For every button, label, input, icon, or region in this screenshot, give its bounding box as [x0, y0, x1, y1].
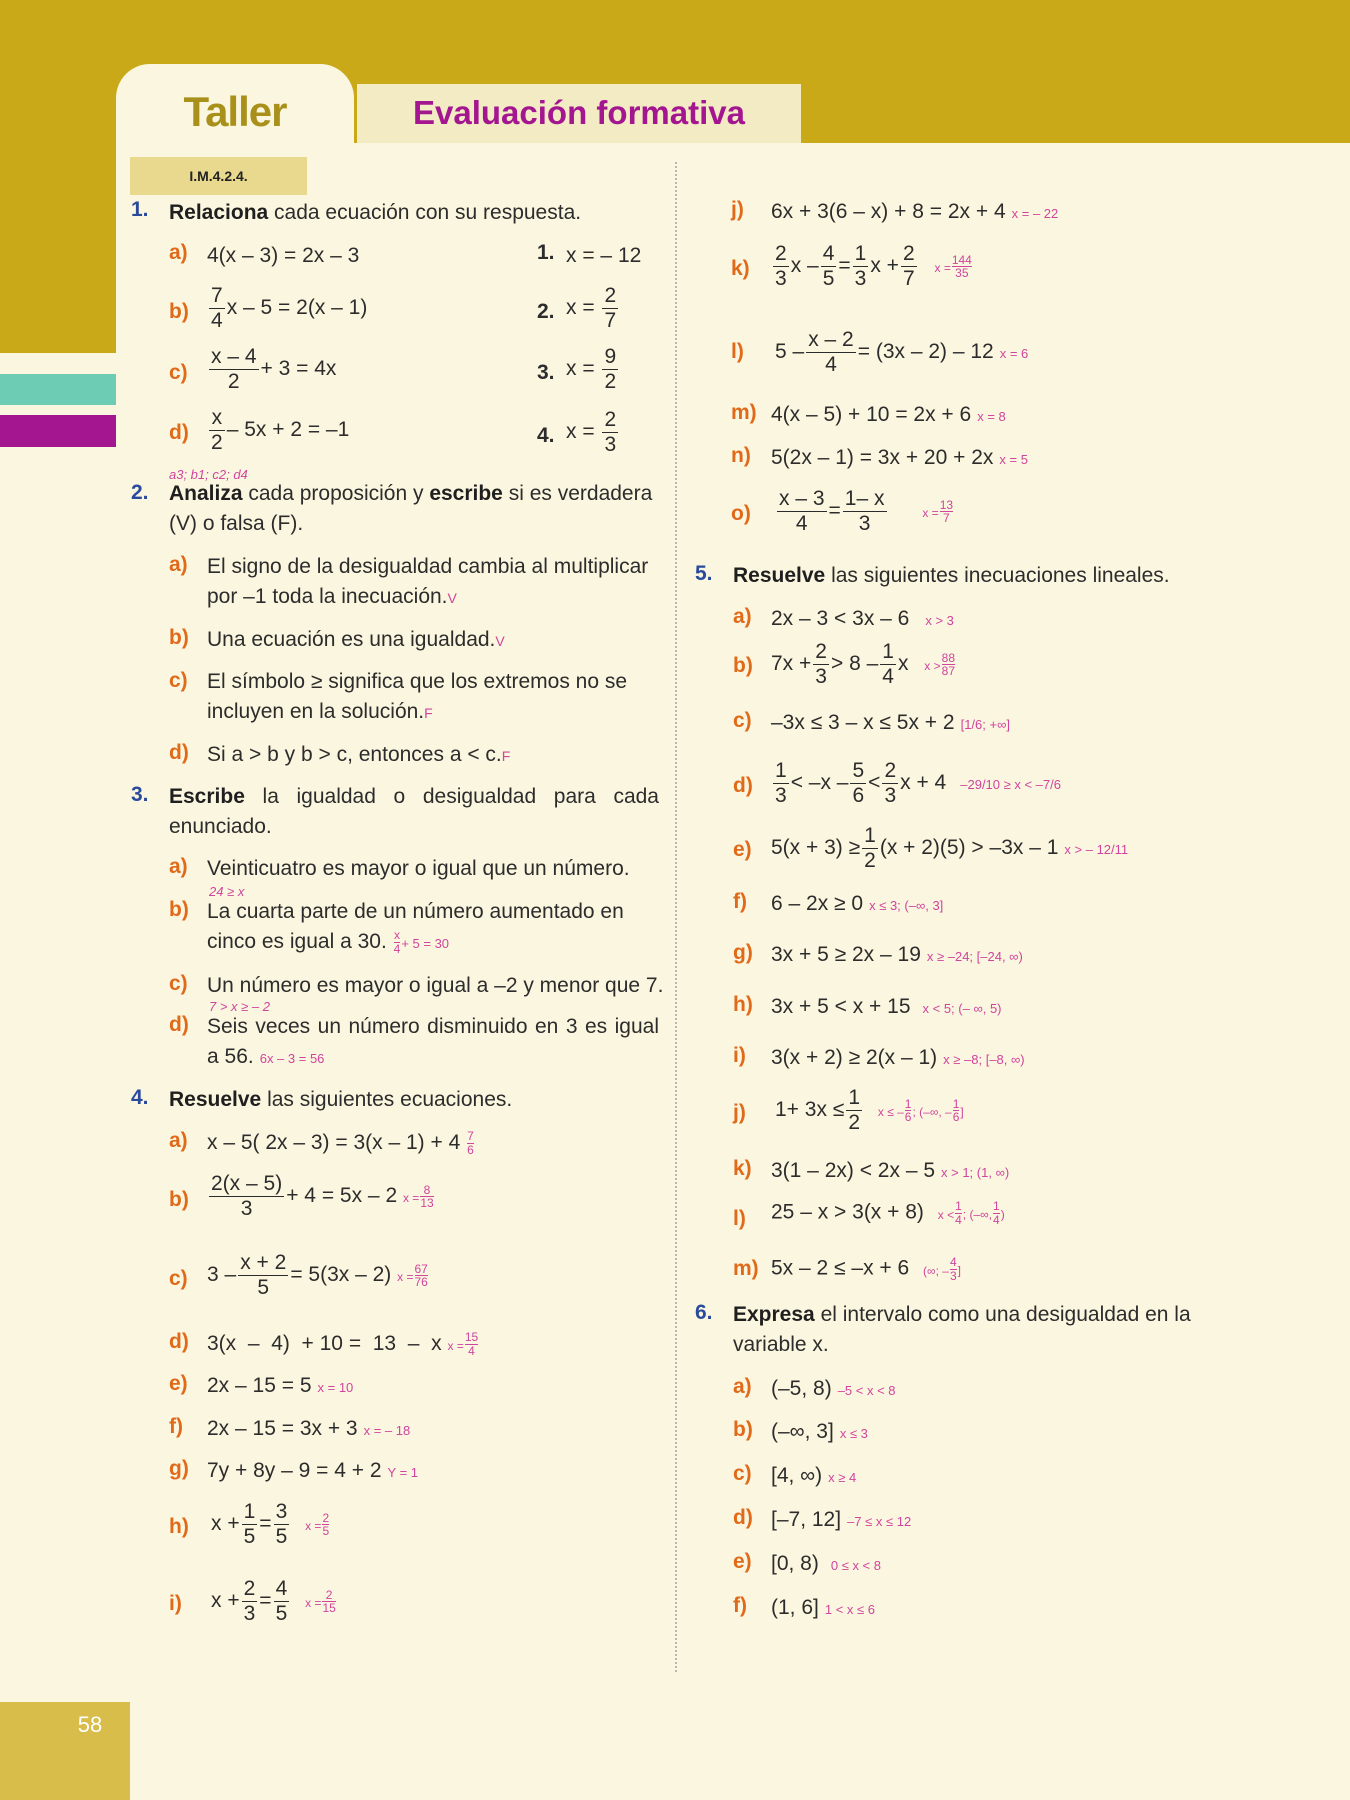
q4-a-expr: x – 5( 2x – 3) = 3(x – 1) + 4 $\frac{7}{6}$ [207, 1129, 474, 1157]
q4-i-expr: x + $\frac{2}{3}$ = $\frac{4}{5}$ x = $\frac{2}{15}$ [211, 1577, 336, 1626]
question-3-prompt: Escribe la igualdad o desigualdad para cada enunciado. [169, 785, 659, 838]
q6-a-letter: a) [733, 1375, 752, 1398]
q1-verb: Relaciona [169, 201, 269, 224]
q5-i-letter: i) [733, 1044, 746, 1067]
tab-title: Taller [183, 88, 287, 135]
q4-l-expr: 5 – $\frac{x - 2}{4}$ = (3x – 2) – 12 x = 6 [775, 328, 1029, 377]
q5-i-expr: 3(x + 2) ≥ 2(x – 1) x ≥ –8; [–8, ∞) [771, 1046, 1025, 1069]
q4-g-expr: 7y + 8y – 9 = 4 + 2 Y = 1 [207, 1459, 419, 1482]
q6-c-letter: c) [733, 1462, 752, 1485]
q6-d-expr: [–7, 12] –7 ≤ x ≤ 12 [771, 1508, 912, 1531]
q4-g-letter: g) [169, 1457, 189, 1480]
q4-i-letter: i) [169, 1592, 182, 1615]
q5-c-letter: c) [733, 709, 752, 732]
q5-h-expr: 3x + 5 < x + 15 x < 5; (– ∞, 5) [771, 995, 1002, 1018]
q5-a-expr: 2x – 3 < 3x – 6 x > 3 [771, 607, 954, 630]
q5-m-expr: 5x – 2 ≤ –x + 6 (∞; – $\frac{4}{3}$ ] [771, 1255, 961, 1283]
q1-3-expr: x = $\frac{9}{2}$ [566, 345, 617, 394]
q1-d-fraction: $\frac{x}{2}$ [211, 406, 223, 455]
q3-d-letter: d) [169, 1013, 189, 1036]
q4-m-expr: 4(x – 5) + 10 = 2x + 6 x = 8 [771, 403, 1006, 426]
q5-c-expr: –3x ≤ 3 – x ≤ 5x + 2 [1/6; +∞] [771, 711, 1010, 734]
q1-b-letter: b) [169, 300, 189, 323]
page-number: 58 [77, 1712, 103, 1737]
q6-a-expr: (–5, 8) –5 < x < 8 [771, 1377, 896, 1400]
q1-a-letter: a) [169, 241, 188, 264]
question-4-number: 4. [131, 1086, 149, 1109]
q5-l-letter: l) [733, 1207, 746, 1230]
q6-e-letter: e) [733, 1550, 752, 1573]
q1-2-expr: x = $\frac{2}{7}$ [566, 284, 617, 333]
q3-d-text: Seis veces un número disminuido en 3 es igual a 56. 6x – 3 = 56 [207, 1015, 659, 1068]
q3-c-text: Un número es mayor o igual a –2 y menor que 7. [207, 974, 664, 997]
q2-b-letter: b) [169, 626, 189, 649]
q5-l-expr: 25 – x > 3(x + 8) x < $\frac{1}{4}$ ; (–∞, $\frac{1}{4}$ ) [771, 1199, 1005, 1227]
question-1-number: 1. [131, 198, 149, 221]
q2-a-letter: a) [169, 553, 188, 576]
q4-c-expr: 3 – $\frac{x + 2}{5}$ = 5(3x – 2) x = $\frac{67}{76}$ [207, 1251, 428, 1300]
q5-e-letter: e) [733, 838, 752, 861]
q1-2-num: 2. [537, 300, 555, 323]
q4-f-expr: 2x – 15 = 3x + 3 x = – 18 [207, 1417, 411, 1440]
section-title: Evaluación formativa [413, 94, 745, 131]
q5-m-letter: m) [733, 1257, 759, 1280]
question-3-number: 3. [131, 783, 149, 806]
q4-b-expr: $\frac{2(x - 5)}{3}$ + 4 = 5x – 2 x = $\frac{8}{13}$ [211, 1172, 434, 1221]
q1-b-fraction: $\frac{7}{4}$ [211, 284, 223, 333]
q3-a-letter: a) [169, 855, 188, 878]
q1-1-num: 1. [537, 241, 555, 264]
q4-k-expr: $\frac{2}{3}$ x – $\frac{4}{5}$ = $\frac{1}{3}$ x + $\frac{2}{7}$ x = $\frac{144}{35}$ [775, 242, 972, 291]
q4-e-letter: e) [169, 1372, 188, 1395]
q4-h-expr: x + $\frac{1}{5}$ = $\frac{3}{5}$ x = $\frac{2}{5}$ [211, 1500, 330, 1549]
question-5-number: 5. [695, 562, 713, 585]
q5-d-letter: d) [733, 774, 753, 797]
question-1-prompt [169, 198, 581, 228]
column-divider [675, 162, 677, 1672]
q1-d-expr: $\frac{x}{2}$ – 5x + 2 = –1 [211, 406, 350, 455]
q1-answer: a3; b1; c2; d4 [169, 467, 248, 482]
q4-n-letter: n) [731, 444, 751, 467]
q3-c-letter: c) [169, 972, 188, 995]
question-5-prompt: Resuelve las siguientes inecuaciones lineales. [733, 564, 1170, 587]
question-4-prompt: Resuelve las siguientes ecuaciones. [169, 1088, 513, 1111]
q5-f-letter: f) [733, 890, 747, 913]
q2-d-text: Si a > b y b > c, entonces a < c.F [207, 743, 511, 766]
q2-c-text: El símbolo ≥ significa que los extremos no se incluyen en la solución.F [207, 670, 628, 723]
q1-rest: cada ecuación con su respuesta. [268, 201, 582, 224]
q1-a-expr: 4(x – 3) = 2x – 3 [207, 244, 360, 267]
q4-m-letter: m) [731, 401, 757, 424]
q4-d-expr: 3(x – 4) + 10 = 13 – x x = $\frac{15}{4}$ [207, 1330, 479, 1358]
q5-f-expr: 6 – 2x ≥ 0 x ≤ 3; (–∞, 3] [771, 892, 944, 915]
q3-b-text: La cuarta parte de un número aumentado en cinco es igual a 30. $\frac{x}{4}$ + 5 = 30 [207, 900, 624, 956]
q4-d-letter: d) [169, 1330, 189, 1353]
q1-4-num: 4. [537, 424, 555, 447]
q5-g-expr: 3x + 5 ≥ 2x – 19 x ≥ –24; [–24, ∞) [771, 943, 1023, 966]
q5-k-expr: 3(1 – 2x) < 2x – 5 x > 1; (1, ∞) [771, 1159, 1010, 1182]
q2-c-letter: c) [169, 669, 188, 692]
q4-j-expr: 6x + 3(6 – x) + 8 = 2x + 4 x = – 22 [771, 200, 1059, 223]
q2-a-text: El signo de la desigualdad cambia al multiplicar por –1 toda la inecuación.V [207, 555, 649, 608]
q1-d-letter: d) [169, 421, 189, 444]
q3-b-letter: b) [169, 898, 189, 921]
q4-h-letter: h) [169, 1515, 189, 1538]
q5-a-letter: a) [733, 605, 752, 628]
q4-a-letter: a) [169, 1129, 188, 1152]
q1-c-letter: c) [169, 361, 188, 384]
q5-b-expr: 7x + $\frac{2}{3}$ > 8 – $\frac{1}{4}$ x x > $\frac{88}{87}$ [771, 640, 955, 689]
q4-k-letter: k) [731, 257, 750, 280]
q6-d-letter: d) [733, 1506, 753, 1529]
q1-1-expr: x = – 12 [566, 244, 642, 267]
question-2-prompt: Analiza cada proposición y escribe si es verdadera (V) o falsa (F). [169, 482, 653, 535]
q5-b-letter: b) [733, 654, 753, 677]
q1-4-expr: x = $\frac{2}{3}$ [566, 408, 617, 457]
q5-j-expr: 1+ 3x ≤ $\frac{1}{2}$ x ≤ – $\frac{1}{6}$ ; (–∞, – $\frac{1}{6}$ ] [775, 1086, 964, 1135]
q4-o-letter: o) [731, 502, 751, 525]
q4-j-letter: j) [731, 198, 744, 221]
q3-a-text: Veinticuatro es mayor o igual que un número. [207, 857, 630, 880]
q6-f-expr: (1, 6] 1 < x ≤ 6 [771, 1596, 875, 1619]
q1-c-fraction: $\frac{x - 4}{2}$ [211, 345, 257, 394]
q2-d-letter: d) [169, 741, 189, 764]
q5-g-letter: g) [733, 941, 753, 964]
q5-k-letter: k) [733, 1157, 752, 1180]
q5-e-expr: 5(x + 3) ≥ $\frac{1}{2}$ (x + 2)(5) > –3x – 1 x > – 12/11 [771, 824, 1129, 873]
q1-b-expr: $\frac{7}{4}$ x – 5 = 2(x – 1) [211, 284, 368, 333]
q1-c-expr: $\frac{x - 4}{2}$ + 3 = 4x [211, 345, 337, 394]
q4-n-expr: 5(2x – 1) = 3x + 20 + 2x x = 5 [771, 446, 1028, 469]
q2-b-text: Una ecuación es una igualdad.V [207, 628, 505, 651]
q3-c-answer: 7 > x ≥ – 2 [209, 999, 270, 1014]
indicator-code: I.M.4.2.4. [130, 157, 307, 195]
q4-b-letter: b) [169, 1188, 189, 1211]
q6-c-expr: [4, ∞) x ≥ 4 [771, 1464, 857, 1487]
q4-o-expr: $\frac{x - 3}{4}$ = $\frac{1- x}{3}$ x = $\frac{13}{7}$ [779, 487, 954, 536]
left-margin-band [0, 143, 116, 353]
q5-h-letter: h) [733, 993, 753, 1016]
q4-e-expr: 2x – 15 = 5 x = 10 [207, 1374, 354, 1397]
question-6-prompt: Expresa el intervalo como una desigualdad en la variable x. [733, 1303, 1191, 1356]
q4-l-letter: l) [731, 340, 744, 363]
teal-stripe [0, 374, 116, 405]
q5-j-letter: j) [733, 1101, 746, 1124]
question-2-number: 2. [131, 481, 149, 504]
q4-f-letter: f) [169, 1415, 183, 1438]
q6-b-expr: (–∞, 3] x ≤ 3 [771, 1420, 868, 1443]
question-6-number: 6. [695, 1301, 713, 1324]
q3-a-answer: 24 ≥ x [209, 884, 245, 899]
magenta-stripe [0, 415, 116, 447]
q4-c-letter: c) [169, 1267, 188, 1290]
q1-3-num: 3. [537, 361, 555, 384]
q5-d-expr: $\frac{1}{3}$ < –x – $\frac{5}{6}$ < $\frac{2}{3}$ x + 4 –29/10 ≥ x < –7/6 [775, 759, 1061, 808]
q6-b-letter: b) [733, 1418, 753, 1441]
q6-e-expr: [0, 8) 0 ≤ x < 8 [771, 1552, 881, 1575]
q6-f-letter: f) [733, 1594, 747, 1617]
